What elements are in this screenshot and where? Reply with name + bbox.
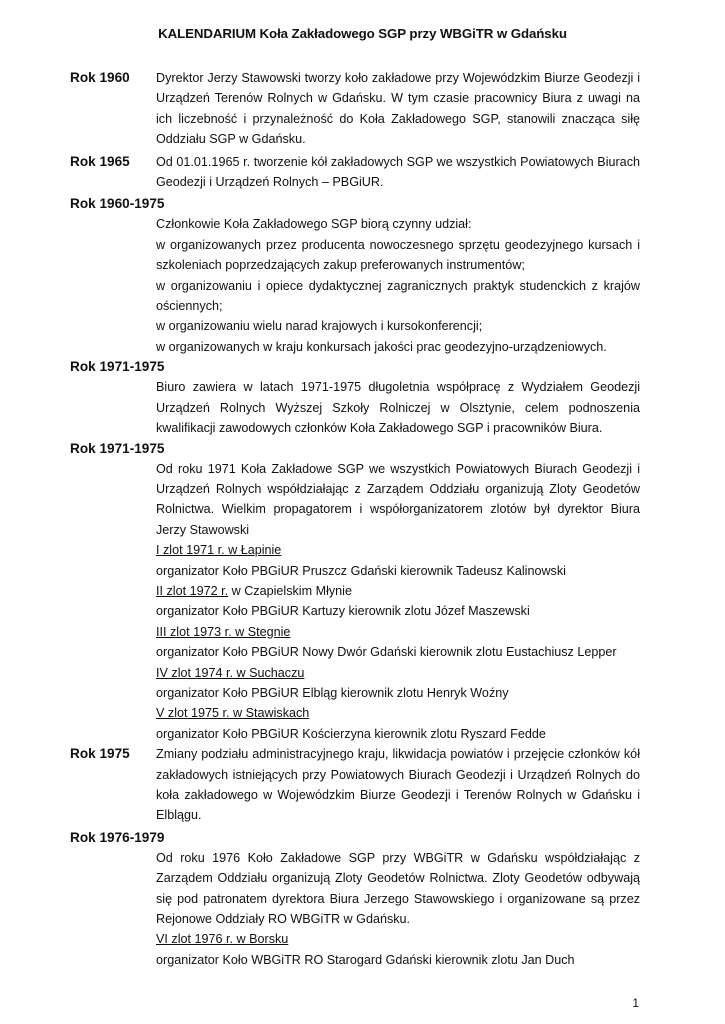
rally-organizer: organizator Koło PBGiUR Pruszcz Gdański kierownik Tadeusz Kalinowski <box>156 563 566 578</box>
entry-1975 <box>70 744 640 826</box>
entry-text: Biuro zawiera w latach 1971-1975 długoletnia współpracę z Wydziałem Geodezji Urządzeń Rolnych Wyższej Szkoły Rolniczej w Olsztynie, celem podnoszenia kwalifikacji zawodowych członków Koła Zakładowego SGP i pracowników Biura. <box>156 380 640 436</box>
entry-1971-1975-rallies <box>70 439 640 745</box>
entry-year: Rok 1960 <box>70 70 130 85</box>
entry-year: Rok 1971-1975 <box>70 359 165 375</box>
entry-1971-1975-cooperation <box>70 357 640 438</box>
entry-1976-1979 <box>70 828 640 970</box>
entry-1960 <box>70 68 640 150</box>
rally-title: I zlot 1971 r. w Łapinie <box>156 543 282 558</box>
rally-title: IV zlot 1974 r. w Suchaczu <box>156 665 305 680</box>
rally-title: III zlot 1973 r. w Stegnie <box>156 624 291 639</box>
entry-body <box>156 459 640 745</box>
rally-organizer: organizator Koło PBGiUR Kościerzyna kierownik zlotu Ryszard Fedde <box>156 726 546 741</box>
entry-year: Rok 1971-1975 <box>70 440 165 456</box>
rally-title: V zlot 1975 r. w Stawiskach <box>156 706 310 721</box>
rally-organizer: organizator Koło WBGiTR RO Starogard Gdański kierownik zlotu Jan Duch <box>156 952 575 967</box>
entry-line: w organizowanych w kraju konkursach jakości prac geodezyjno-urządzeniowych. <box>156 339 607 354</box>
entry-year: Rok 1976-1979 <box>70 829 165 845</box>
entry-text: Od roku 1976 Koło Zakładowe SGP przy WBGiTR w Gdańsku współdziałając z Zarządem Oddziału organizują Zloty Geodetów Rolnictwa. Zloty Geodetów odbywają się pod patronatem dyrektora Biura Jerzego Stawowskiego i organizowane są przez Rejonowe Oddziały RO WBGiTR w Gdańsku. <box>156 850 640 927</box>
rally-title: II zlot 1972 r. w Czapielskim Młynie <box>156 583 352 598</box>
entry-1965 <box>70 152 640 193</box>
entry-text: Od roku 1971 Koła Zakładowe SGP we wszystkich Powiatowych Biurach Geodezji i Urządzeń Rolnych współdziałając z Zarządem Oddziału organizują Zloty Geodetów Rolnictwa. Wielkim propagatorem i współorganizatorem zlotów był dyrektor Biura Jerzy Stawowski <box>156 461 640 537</box>
entry-line: w organizowanych przez producenta nowoczesnego sprzętu geodezyjnego kursach i szkoleniach poprzedzających zakup preferowanych instrumentów; <box>156 237 640 273</box>
entry-list <box>156 214 640 357</box>
entry-text: Zmiany podziału administracyjnego kraju, likwidacja powiatów i przejęcie członków kół zakładowych istniejących przy Powiatowych Biurach Geodezji i Urządzeń Rolnych do koła zakładowego w Wojewódzkim Biurze Geodezji i Terenów Rolnych w Gdańsku i Elblągu. <box>156 747 640 823</box>
page-number: 1 <box>632 996 639 1010</box>
entry-year: Rok 1975 <box>70 746 130 762</box>
document-title: KALENDARIUM Koła Zakładowego SGP przy WBGiTR w Gdańsku <box>158 26 567 41</box>
entry-body <box>156 848 640 970</box>
entry-line: w organizowaniu wielu narad krajowych i kursokonferencji; <box>156 319 483 334</box>
entry-text: Od 01.01.1965 r. tworzenie kół zakładowych SGP we wszystkich Powiatowych Biurach Geodezji i Urządzeń Rolnych – PBGiUR. <box>156 154 640 190</box>
rally-organizer: organizator Koło PBGiUR Elbląg kierownik zlotu Henryk Woźny <box>156 685 509 700</box>
rally-title: VI zlot 1976 r. w Borsku <box>156 932 289 947</box>
entry-year: Rok 1965 <box>70 153 130 169</box>
entry-1960-1975 <box>70 194 640 357</box>
rally-organizer: organizator Koło PBGiUR Kartuzy kierownik zlotu Józef Maszewski <box>156 604 530 619</box>
entry-line: w organizowaniu i opiece dydaktycznej zagranicznych praktyk studenckich z krajów ościennych; <box>156 278 640 314</box>
entry-year: Rok 1960-1975 <box>70 196 165 212</box>
calendar-content <box>70 68 640 970</box>
entry-text: Dyrektor Jerzy Stawowski tworzy koło zakładowe przy Wojewódzkim Biurze Geodezji i Urządzeń Terenów Rolnych w Gdańsku. W tym czasie pracownicy Biura z uwagi na ich liczebność i przynależność do Koła Zakładowego SGP, stanowili znacząca siłę Oddziału SGP w Gdańsku. <box>156 71 640 147</box>
entry-line: Członkowie Koła Zakładowego SGP biorą czynny udział: <box>156 217 472 232</box>
rally-organizer: organizator Koło PBGiUR Nowy Dwór Gdański kierownik zlotu Eustachiusz Lepper <box>156 645 617 660</box>
